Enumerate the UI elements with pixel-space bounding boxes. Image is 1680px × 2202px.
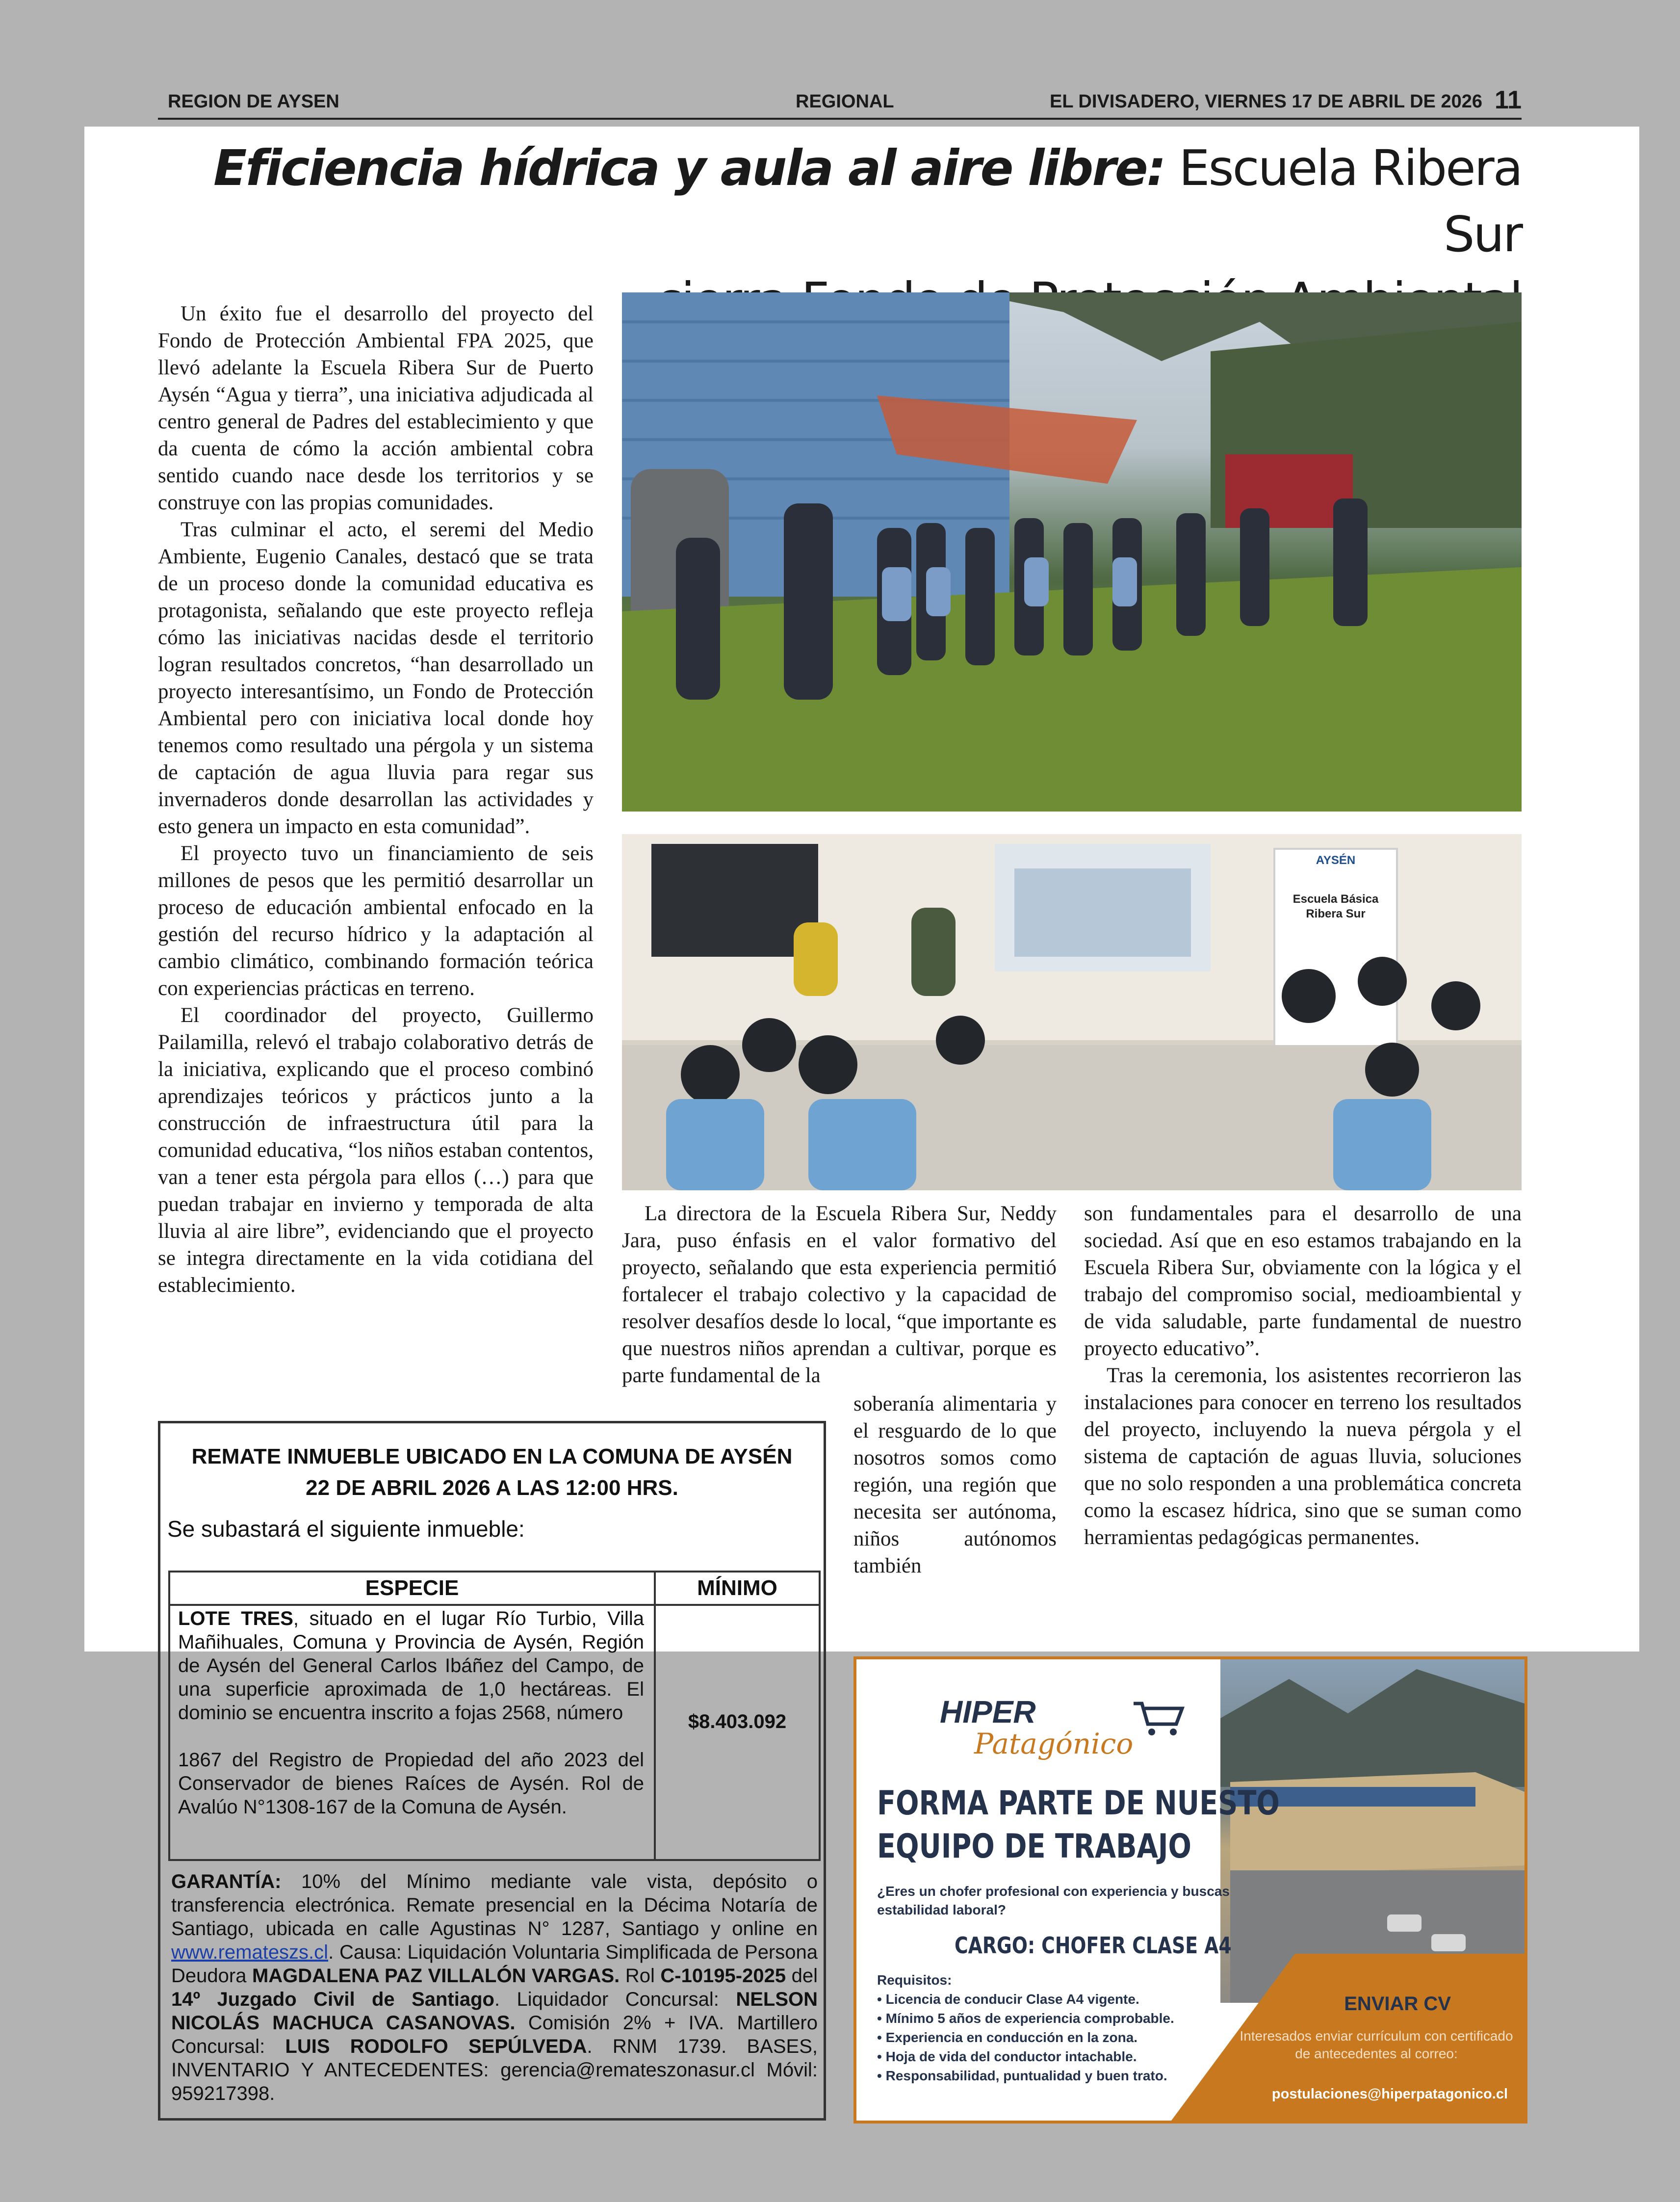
column-header-minimo: MÍNIMO (656, 1573, 819, 1606)
banner-brand: AYSÉN (1316, 854, 1356, 867)
article-column-2 (622, 1200, 1057, 1389)
auction-notice (158, 1421, 826, 2121)
job-question: ¿Eres un chofer profesional con experiencia y buscas estabilidad laboral? (877, 1884, 1230, 1917)
requirement-item: • Mínimo 5 años de experiencia comprobable. (877, 2009, 1174, 2028)
paragraph: El coordinador del proyecto, Guillermo Pailamilla, relevó el trabajo colaborativo detrás de la iniciativa, explicando que el proceso combinó aprendizajes teóricos y prácticos junto a la construcción de infraestructura útil para la comunidad educativa, “los niños estaban contentos, van a tener esta pérgola para ellos (…) para que puedan trabajar en invierno y temporada de alta lluvia al aire libre”, evidenciando que el proyecto se integra directamente en la vida cotidiana del establecimiento. (158, 1004, 594, 1297)
lote-text: , situado en el lugar Río Turbio, Villa Mañihuales, Comuna y Provincia de Aysén, Región de Aysén del General Carlos Ibáñez del Campo, de una superficie aproximada de 1,0 hectáreas. El dominio se encuentra inscrito a fojas 2568, número (178, 1608, 645, 1724)
auction-heading-line-2: 22 DE ABRIL 2026 A LAS 12:00 HRS. (306, 1476, 678, 1500)
page-header (158, 88, 1522, 120)
header-section: REGION DE AYSEN (168, 91, 339, 112)
auctioneer-name: LUIS RODOLFO SEPÚLVEDA (285, 2036, 587, 2057)
article-column-1 (158, 300, 594, 1299)
paragraph: Tras la ceremonia, los asistentes recorrieron las instalaciones para conocer en terreno los resultados del proyecto, incluyendo la nueva pérgola y el sistema de captación de aguas lluvia, soluciones que no solo responden a una problemática concreta como la escasez hídrica, sino que se suman como herramientas pedagógicas permanentes. (1084, 1364, 1522, 1549)
classroom-photo (622, 834, 1522, 1190)
court-name: 14º Juzgado Civil de Santiago (171, 1989, 494, 2010)
liquidator-name: NELSON NICOLÁS MACHUCA CASANOVAS. (171, 1989, 818, 2034)
debtor-name: MAGDALENA PAZ VILLALÓN VARGAS. (252, 1965, 620, 1987)
application-instructions: Interesados enviar currículum con certificado de antecedentes al correo: (1240, 2028, 1513, 2061)
paragraph: soberanía alimentaria y el resguardo de lo que nosotros somos como región, una región que necesita ser autónoma, niños autónomos también (853, 1392, 1057, 1577)
commission-text: Comisión 2% + IVA. Martillero Concursal: (171, 2012, 818, 2057)
group-photo (622, 292, 1522, 812)
remates-link[interactable]: www.remateszs.cl (171, 1941, 329, 1963)
requirement-item: • Experiencia en conducción en la zona. (877, 2028, 1174, 2047)
job-position: CARGO: CHOFER CLASE A4 (955, 1932, 1232, 1959)
title-line-1: Escuela Ribera Sur (1179, 139, 1522, 263)
shopping-cart-icon (1131, 1699, 1185, 1738)
header-date: EL DIVISADERO, VIERNES 17 DE ABRIL DE 2026 (1049, 91, 1482, 112)
causa-text: . Causa: Liquidación Voluntaria Simplificada de Persona Deudora (171, 1941, 818, 1987)
auction-intro: Se subastará el siguiente inmueble: (167, 1516, 525, 1542)
paragraph: Un éxito fue el desarrollo del proyecto del Fondo de Protección Ambiental FPA 2025, que llevó adelante la Escuela Ribera Sur de Puerto Aysén “Agua y tierra”, una iniciativa adjudicada al centro general de Padres del establecimiento y que da cuenta de cómo la acción ambiental cobra sentido cuando nace desde los territorios y se construye con las propias comunidades. (158, 302, 594, 514)
requirement-item: • Licencia de conducir Clase A4 vigente. (877, 1990, 1174, 2009)
title-italic: Eficiencia hídrica y aula al aire libre: (213, 139, 1165, 197)
header-category: REGIONAL (796, 91, 894, 112)
garantia-label: GARANTÍA: (171, 1871, 282, 1892)
liquidator-label: . Liquidador Concursal: (494, 1989, 736, 2010)
school-banner (1282, 854, 1390, 921)
paragraph: El proyecto tuvo un financiamiento de seis millones de pesos que les permitió desarrollar un proceso de educación ambiental enfocado en la gestión del recurso hídrico y la adaptación al cambio climático, combinando formación teórica con experiencias prácticas en terreno. (158, 842, 594, 1000)
auction-table (168, 1571, 821, 1861)
lote-description (178, 1607, 644, 1819)
brand-logo-bottom: Patagónico (974, 1727, 1134, 1760)
del-text: del (786, 1965, 818, 1987)
job-requirements (877, 1970, 1174, 2085)
article-column-2-continued (853, 1390, 1057, 1579)
contact-text: . RNM 1739. BASES, INVENTARIO Y ANTECEDENTES: gerencia@remateszonasur.cl Móvil: 959217398. (171, 2036, 818, 2104)
paragraph: La directora de la Escuela Ribera Sur, Neddy Jara, puso énfasis en el valor formativo del proyecto, señalando que esta experiencia permitió fortalecer el trabajo colectivo y la capacidad de resolver desafíos desde lo local, “que importante es que nuestros niños aprendan a cultivar, porque es parte fundamental de la (622, 1202, 1057, 1387)
brand-logo-top: HIPER (940, 1694, 1036, 1730)
paragraph: Tras culminar el acto, el seremi del Medio Ambiente, Eugenio Canales, destacó que se trata de un proceso donde la comunidad educativa es protagonista, señalando que este proyecto refleja cómo las iniciativas nacidas desde el territorio logran resultados concretos, “han desarrollado un proyecto interesantísimo, un Fondo de Protección Ambiental pero con iniciativa local donde hoy tenemos como resultado una pérgola y un sistema de captación de agua lluvia para regar sus invernaderos donde desarrollan las actividades y esto genera un impacto en esta comunidad”. (158, 518, 594, 838)
article-column-3 (1084, 1200, 1522, 1551)
column-header-especie: ESPECIE (170, 1573, 656, 1606)
banner-school-name: Escuela Básica Ribera Sur (1292, 892, 1379, 920)
page-number: 11 (1495, 86, 1522, 114)
requirement-item: • Hoja de vida del conductor intachable. (877, 2047, 1174, 2066)
requirements-label: Requisitos: (877, 1972, 952, 1988)
application-email: postulaciones@hiperpatagonico.cl (1271, 2086, 1508, 2102)
minimum-price: $8.403.092 (688, 1711, 787, 1732)
send-cv-cta: ENVIAR CV (1344, 1993, 1451, 2015)
paragraph: son fundamentales para el desarrollo de una sociedad. Así que en eso estamos trabajando en la Escuela Ribera Sur, obviamente con la lógica y el trabajo del compromiso social, medioambiental y de vida saludable, parte fundamental de nuestro proyecto educativo”. (1084, 1202, 1522, 1360)
lote-text-2: 1867 del Registro de Propiedad del año 2023 del Conservador de bienes Raíces de Aysén. Rol de Avalúo N°1308-167 de la Comuna de Aysén. (178, 1749, 644, 1818)
case-rol: C-10195-2025 (660, 1965, 786, 1987)
lote-name: LOTE TRES (178, 1608, 293, 1629)
job-title (877, 1782, 1280, 1868)
job-advertisement (853, 1656, 1527, 2123)
garantia-text: 10% del Mínimo mediante vale vista, depósito o transferencia electrónica. Remate presencial en la Décima Notaría de Santiago, ubicada en calle Agustinas N° 1287, Santiago y online en (171, 1871, 818, 1940)
group-photo-illustration (622, 292, 1522, 812)
rol-text: Rol (620, 1965, 661, 1987)
requirement-item: • Responsabilidad, puntualidad y buen trato. (877, 2066, 1174, 2085)
job-title-line-1: FORMA PARTE DE NUESTO (877, 1784, 1280, 1823)
job-title-line-2: EQUIPO DE TRABAJO (877, 1827, 1191, 1866)
auction-heading-line-1: REMATE INMUEBLE UBICADO EN LA COMUNA DE AYSÉN (191, 1444, 793, 1468)
auction-terms (171, 1870, 818, 2105)
auction-heading (160, 1441, 824, 1504)
